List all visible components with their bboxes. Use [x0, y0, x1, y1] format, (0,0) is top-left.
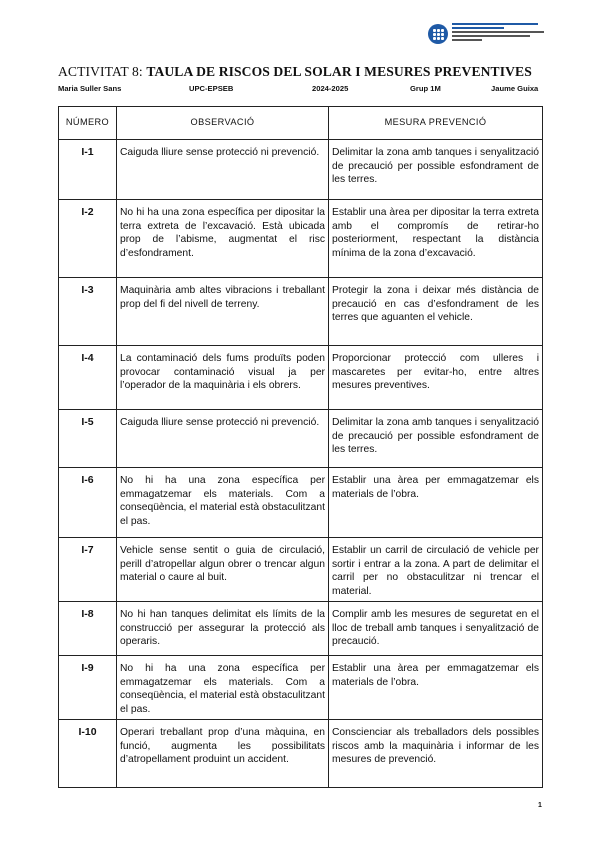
academic-year: 2024-2025 — [312, 84, 349, 93]
risk-observation: Vehicle sense sentit o guia de circulació, perill d’atropellar algun obrer o trencar algun material o caure al buit. — [117, 538, 329, 602]
risk-measure: Complir amb les mesures de seguretat en el lloc de treball amb tanques i senyalització de precaució. — [329, 602, 543, 656]
table-row — [59, 602, 543, 656]
risk-id: I-1 — [59, 140, 117, 200]
risk-id: I-10 — [59, 720, 117, 788]
logo-wordmark — [452, 23, 548, 43]
table-row — [59, 468, 543, 538]
page-title — [58, 64, 548, 80]
title-main: TAULA DE RISCOS DEL SOLAR I MESURES PREVENTIVES — [146, 64, 532, 79]
risk-observation: No hi ha una zona específica per dipositar la terra extreta de l’excavació. Està ubicada prop de l’abisme, augmentat el risc d’esfondrament. — [117, 200, 329, 278]
risk-measure: Establir una àrea per emmagatzemar els materials de l’obra. — [329, 656, 543, 720]
risk-observation: Operari treballant prop d’una màquina, en funció, augmenta les possibilitats d’atropellament produint un accident. — [117, 720, 329, 788]
risk-measure: Conscienciar als treballadors dels possibles riscos amb la maquinària i informar de les mesures de prevenció. — [329, 720, 543, 788]
author-name: Maria Suller Sans — [58, 84, 122, 93]
table-row — [59, 200, 543, 278]
risk-id: I-8 — [59, 602, 117, 656]
risk-measure: Establir un carril de circulació de vehicle per sortir i entrar a la zona. A part de delimitar el carril per no obstaculitzar ni trencar el material. — [329, 538, 543, 602]
university-logo — [428, 22, 548, 48]
logo-emblem-icon — [428, 24, 448, 44]
table-row — [59, 656, 543, 720]
school-name: UPC-EPSEB — [189, 84, 234, 93]
header-mesura: MESURA PREVENCIÓ — [329, 107, 543, 140]
risk-measure: Proporcionar protecció com ulleres i mascaretes per evitar-ho, entre altres mesures preventives. — [329, 346, 543, 410]
risk-observation: No hi han tanques delimitat els límits de la construcció per assegurar la protecció als operaris. — [117, 602, 329, 656]
risk-measure: Establir una àrea per dipositar la terra extreta amb el compromís de retirar-ho posteriorment, respectant la distància mínima de la zona d’excavació. — [329, 200, 543, 278]
risk-observation: La contaminació dels fums produïts poden provocar contaminació visual ja per l’operador de la maquinària i els obrers. — [117, 346, 329, 410]
risk-id: I-2 — [59, 200, 117, 278]
table-row — [59, 278, 543, 346]
risk-observation: Maquinària amb altes vibracions i treballant prop del fi del nivell de terreny. — [117, 278, 329, 346]
risk-id: I-7 — [59, 538, 117, 602]
risk-id: I-5 — [59, 410, 117, 468]
table-row — [59, 720, 543, 788]
risk-id: I-6 — [59, 468, 117, 538]
group-label: Grup 1M — [410, 84, 441, 93]
risk-observation: Caiguda lliure sense protecció ni prevenció. — [117, 140, 329, 200]
table-row — [59, 410, 543, 468]
risk-id: I-4 — [59, 346, 117, 410]
risk-measure: Delimitar la zona amb tanques i senyalització de precaució per possible esfondrament de les terres. — [329, 410, 543, 468]
risk-id: I-3 — [59, 278, 117, 346]
table-header-row — [59, 107, 543, 140]
risk-measure: Delimitar la zona amb tanques i senyalització de precaució per possible esfondrament de les terres. — [329, 140, 543, 200]
risk-measure: Establir una àrea per emmagatzemar els materials de l’obra. — [329, 468, 543, 538]
table-row — [59, 140, 543, 200]
risk-observation: No hi ha una zona específica per emmagatzemar els materials. Com a conseqüència, el material està obstaculitzant el pas. — [117, 468, 329, 538]
risk-id: I-9 — [59, 656, 117, 720]
table-row — [59, 346, 543, 410]
teacher-name: Jaume Guixa — [491, 84, 539, 93]
header-numero: NÚMERO — [59, 107, 117, 140]
risk-observation: No hi ha una zona específica per emmagatzemar els materials. Com a conseqüència, el material està obstaculitzant el pas. — [117, 656, 329, 720]
header-observacio: OBSERVACIÓ — [117, 107, 329, 140]
page-number: 1 — [538, 802, 542, 809]
risk-table — [58, 106, 543, 788]
risk-measure: Protegir la zona i deixar més distància de precaució en cas d’esfondrament de les terres que aguanten el vehicle. — [329, 278, 543, 346]
title-prefix: ACTIVITAT 8: — [58, 64, 147, 79]
table-row — [59, 538, 543, 602]
risk-observation: Caiguda lliure sense protecció ni prevenció. — [117, 410, 329, 468]
